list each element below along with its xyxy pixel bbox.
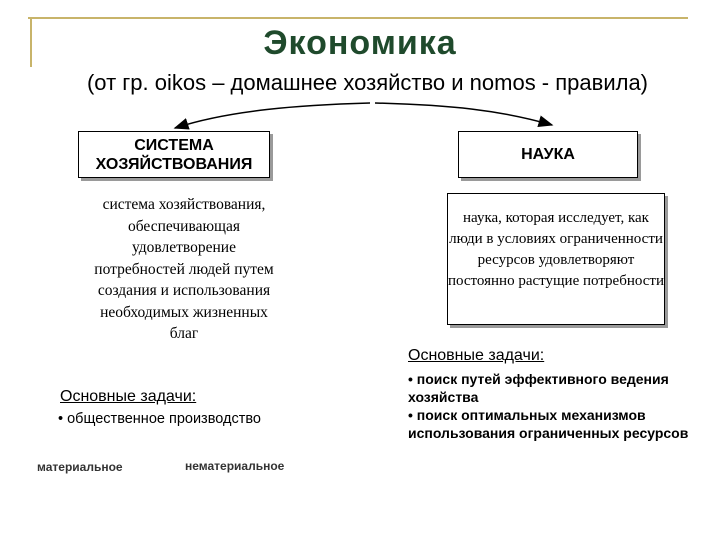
right-task-item: • поиск путей эффективного ведения хозяйства [408, 371, 669, 405]
left-tasks-label: Основные задачи: [60, 388, 197, 405]
right-description-box [447, 193, 665, 325]
right-header-box [458, 131, 638, 178]
right-task-item: • поиск оптимальных механизмов использования ограниченных ресурсов [408, 407, 689, 441]
arrow-to-right [375, 103, 552, 125]
left-subitem-nonmaterial: нематериальное [185, 459, 285, 473]
left-description-box [84, 187, 284, 367]
left-tasks-list [58, 410, 261, 428]
arrow-to-left [175, 103, 370, 128]
page-subtitle: (от гр. oikos – домашнее хозяйство и nomos - правила) [86, 70, 649, 95]
left-subitem-material: материальное [37, 460, 123, 474]
left-header-box [78, 131, 270, 178]
right-description-text: наука, которая исследует, как люди в условиях ограниченности ресурсов удовлетворяют постоянно растущие потребности [448, 210, 664, 289]
right-tasks-label: Основные задачи: [408, 347, 545, 364]
left-task-item: • общественное производство [58, 411, 261, 427]
page-title: Экономика [263, 24, 457, 62]
left-description-text: система хозяйствования, обеспечивающая удовлетворение потребностей людей путем создания и использования необходимых жизненных благ [94, 196, 274, 342]
right-header-text: НАУКА [521, 146, 575, 163]
left-header-text: СИСТЕМА ХОЗЯЙСТВОВАНИЯ [95, 136, 253, 173]
right-tasks-list [408, 370, 713, 442]
